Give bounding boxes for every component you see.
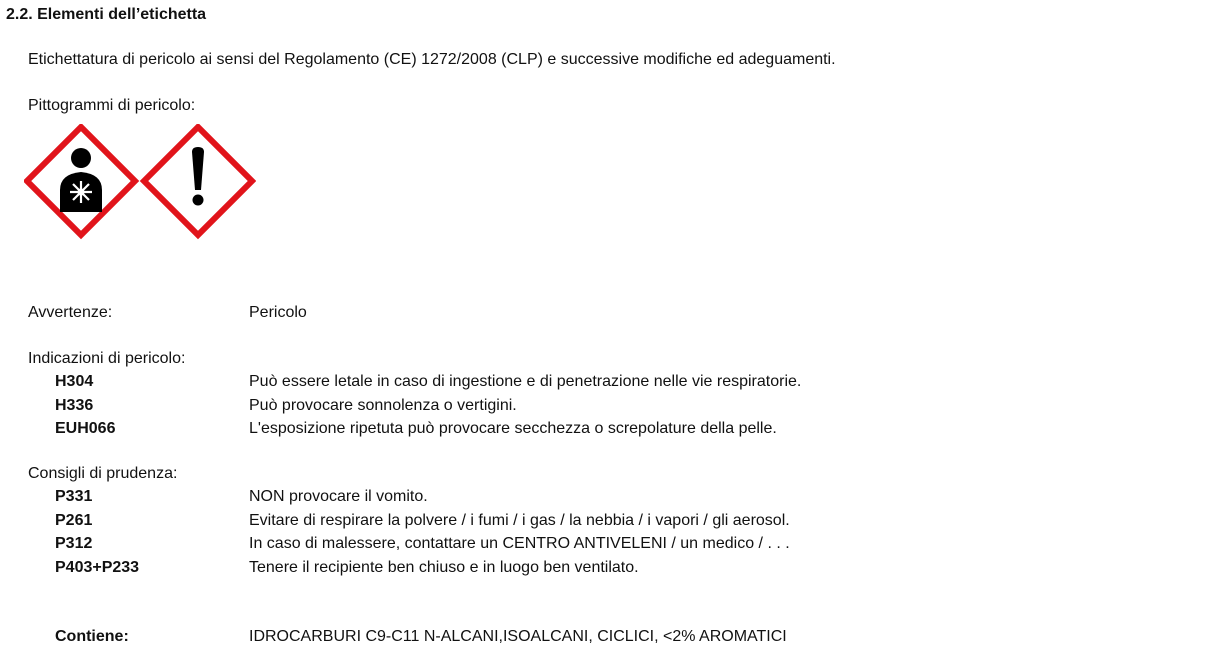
hazard-text: Può provocare sonnolenza o vertigini. xyxy=(249,397,517,414)
precaution-code: P331 xyxy=(55,488,93,505)
precautionary-statements-label: Consigli di prudenza: xyxy=(28,465,178,482)
hazard-text: Può essere letale in caso di ingestione e di penetrazione nelle vie respiratorie. xyxy=(249,373,802,390)
contains-value: IDROCARBURI C9-C11 N-ALCANI,ISOALCANI, CICLICI, <2% AROMATICI xyxy=(249,628,787,645)
exclamation-mark-icon xyxy=(144,127,252,235)
precaution-code: P403+P233 xyxy=(55,559,140,576)
hazard-code: H304 xyxy=(55,373,94,390)
signal-word-label: Avvertenze: xyxy=(28,304,113,321)
contains-label: Contiene: xyxy=(55,628,129,645)
pictograms-label: Pittogrammi di pericolo: xyxy=(28,97,196,114)
hazard-text: L'esposizione ripetuta può provocare secchezza o screpolature della pelle. xyxy=(249,420,777,437)
precaution-text: Tenere il recipiente ben chiuso e in luogo ben ventilato. xyxy=(249,559,639,576)
hazard-code: H336 xyxy=(55,397,94,414)
health-hazard-icon xyxy=(27,127,135,235)
precaution-code: P261 xyxy=(55,512,93,529)
precaution-text: Evitare di respirare la polvere / i fumi / i gas / la nebbia / i vapori / gli aerosol. xyxy=(249,512,790,529)
pictograms xyxy=(24,124,256,240)
precaution-code: P312 xyxy=(55,535,93,552)
precaution-text: In caso di malessere, contattare un CENTRO ANTIVELENI / un medico / . . . xyxy=(249,535,790,552)
hazard-code: EUH066 xyxy=(55,420,116,437)
labelling-intro: Etichettatura di pericolo ai sensi del Regolamento (CE) 1272/2008 (CLP) e successive modifiche ed adeguamenti. xyxy=(28,51,836,68)
section-title: 2.2. Elementi dell’etichetta xyxy=(6,6,207,23)
hazard-statements-label: Indicazioni di pericolo: xyxy=(28,350,186,367)
precaution-text: NON provocare il vomito. xyxy=(249,488,428,505)
signal-word-value: Pericolo xyxy=(249,304,307,321)
